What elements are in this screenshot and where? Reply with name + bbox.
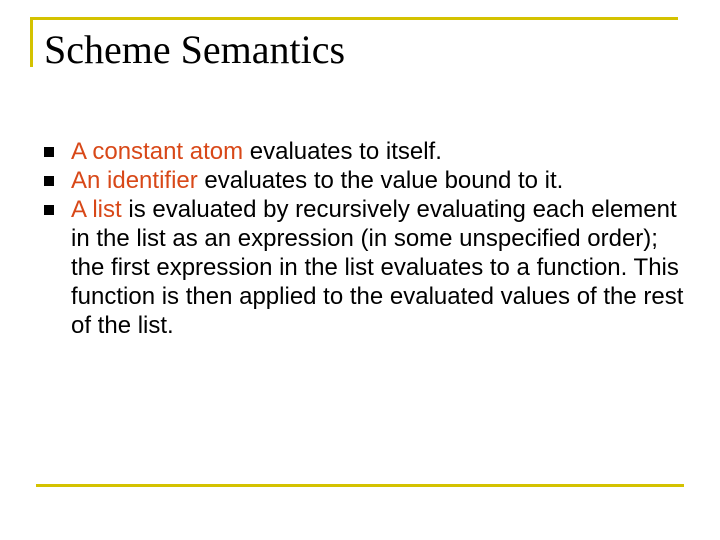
highlighted-term: An identifier: [71, 167, 198, 194]
bullet-text: evaluates to the value bound to it.: [197, 167, 564, 194]
bottom-rule: [36, 484, 684, 487]
square-bullet-icon: [44, 205, 54, 215]
bullet-list: [44, 137, 694, 340]
highlighted-term: A constant atom: [71, 138, 244, 165]
square-bullet-icon: [44, 176, 54, 186]
bullet-item: [44, 137, 694, 166]
left-rule: [30, 17, 33, 67]
bullet-text: evaluates to itself.: [243, 138, 442, 165]
top-rule: [30, 17, 678, 20]
bullet-item: [44, 166, 694, 195]
highlighted-term: A list: [71, 196, 122, 223]
slide-title: Scheme Semantics: [44, 27, 346, 72]
bullet-text: is evaluated by recursively evaluating each element in the list as an expression (in some unspecified order); the first expression in the list evaluates to a function. This function is then applied to the evaluated values of the rest of the list.: [71, 196, 684, 339]
square-bullet-icon: [44, 147, 54, 157]
bullet-item: [44, 195, 694, 340]
